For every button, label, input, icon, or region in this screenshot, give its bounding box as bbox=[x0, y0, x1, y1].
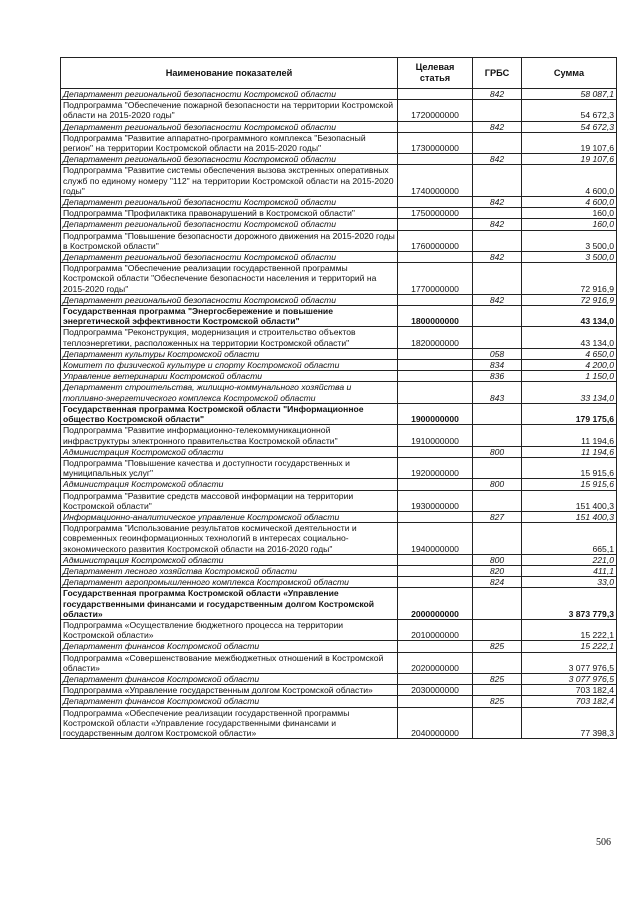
row-code-cell bbox=[398, 371, 473, 382]
row-grbs-cell: 825 bbox=[473, 696, 522, 707]
table-header-row bbox=[61, 58, 617, 89]
table-row bbox=[61, 132, 617, 153]
table-row bbox=[61, 371, 617, 382]
row-sum-cell: 15 222,1 bbox=[522, 619, 617, 640]
row-name-cell: Подпрограмма "Развитие системы обеспечения вызова экстренных оперативных служб по единому номеру "112" на территории Костромской области на 2015-2020 годы" bbox=[61, 165, 398, 197]
row-sum-cell: 3 500,0 bbox=[522, 230, 617, 251]
row-sum-cell: 703 182,4 bbox=[522, 696, 617, 707]
row-sum-cell: 3 500,0 bbox=[522, 252, 617, 263]
row-code-cell: 1920000000 bbox=[398, 457, 473, 478]
row-sum-cell: 43 134,0 bbox=[522, 306, 617, 327]
row-grbs-cell bbox=[473, 403, 522, 424]
row-grbs-cell: 842 bbox=[473, 89, 522, 100]
row-grbs-cell bbox=[473, 100, 522, 121]
table-row bbox=[61, 446, 617, 457]
row-name-cell: Департамент финансов Костромской области bbox=[61, 641, 398, 652]
table-row bbox=[61, 490, 617, 511]
row-sum-cell: 15 915,6 bbox=[522, 457, 617, 478]
row-grbs-cell: 825 bbox=[473, 641, 522, 652]
budget-table bbox=[60, 57, 617, 739]
table-row bbox=[61, 685, 617, 696]
row-sum-cell: 1 150,0 bbox=[522, 371, 617, 382]
row-grbs-cell: 843 bbox=[473, 382, 522, 403]
row-name-cell: Администрация Костромской области bbox=[61, 446, 398, 457]
row-name-cell: Подпрограмма "Профилактика правонарушений в Костромской области" bbox=[61, 208, 398, 219]
row-code-cell bbox=[398, 382, 473, 403]
row-code-cell: 1740000000 bbox=[398, 165, 473, 197]
row-code-cell: 1800000000 bbox=[398, 306, 473, 327]
row-name-cell: Управление ветеринарии Костромской области bbox=[61, 371, 398, 382]
row-sum-cell: 4 650,0 bbox=[522, 348, 617, 359]
row-grbs-cell: 834 bbox=[473, 360, 522, 371]
row-name-cell: Государственная программа Костромской области "Информационное общество Костромской области" bbox=[61, 403, 398, 424]
row-name-cell: Департамент региональной безопасности Костромской области bbox=[61, 154, 398, 165]
row-sum-cell: 19 107,6 bbox=[522, 132, 617, 153]
row-code-cell bbox=[398, 89, 473, 100]
row-sum-cell: 411,1 bbox=[522, 565, 617, 576]
row-code-cell: 1940000000 bbox=[398, 523, 473, 555]
row-sum-cell: 54 672,3 bbox=[522, 100, 617, 121]
row-name-cell: Подпрограмма "Повышение качества и доступности государственных и муниципальных услуг" bbox=[61, 457, 398, 478]
row-sum-cell: 179 175,6 bbox=[522, 403, 617, 424]
table-row bbox=[61, 230, 617, 251]
row-code-cell: 1730000000 bbox=[398, 132, 473, 153]
table-row bbox=[61, 565, 617, 576]
row-sum-cell: 43 134,0 bbox=[522, 327, 617, 348]
row-name-cell: Департамент культуры Костромской области bbox=[61, 348, 398, 359]
row-grbs-cell: 820 bbox=[473, 565, 522, 576]
header-grbs: ГРБС bbox=[473, 58, 522, 89]
row-grbs-cell bbox=[473, 457, 522, 478]
row-code-cell: 1910000000 bbox=[398, 425, 473, 446]
row-grbs-cell: 842 bbox=[473, 294, 522, 305]
table-row bbox=[61, 707, 617, 739]
row-code-cell bbox=[398, 511, 473, 522]
row-name-cell: Государственная программа "Энергосбережение и повышение энергетической эффективности Костромской области" bbox=[61, 306, 398, 327]
row-grbs-cell bbox=[473, 619, 522, 640]
row-sum-cell: 72 916,9 bbox=[522, 263, 617, 295]
row-code-cell bbox=[398, 360, 473, 371]
row-code-cell: 1770000000 bbox=[398, 263, 473, 295]
row-code-cell bbox=[398, 554, 473, 565]
table-row bbox=[61, 219, 617, 230]
row-name-cell: Подпрограмма «Осуществление бюджетного процесса на территории Костромской области» bbox=[61, 619, 398, 640]
table-row bbox=[61, 165, 617, 197]
page-number: 506 bbox=[596, 837, 611, 848]
row-name-cell: Подпрограмма "Развитие средств массовой информации на территории Костромской области" bbox=[61, 490, 398, 511]
row-code-cell: 1760000000 bbox=[398, 230, 473, 251]
row-grbs-cell: 836 bbox=[473, 371, 522, 382]
row-grbs-cell: 842 bbox=[473, 121, 522, 132]
row-sum-cell: 15 915,6 bbox=[522, 479, 617, 490]
table-row bbox=[61, 403, 617, 424]
row-code-cell: 1750000000 bbox=[398, 208, 473, 219]
row-name-cell: Подпрограмма "Использование результатов космической деятельности и современных геоинформационных технологий в интересах социально-экономического развития Костромской области на 2016-2020 годы" bbox=[61, 523, 398, 555]
row-sum-cell: 3 077 976,5 bbox=[522, 652, 617, 673]
row-grbs-cell: 842 bbox=[473, 252, 522, 263]
table-row bbox=[61, 100, 617, 121]
header-name: Наименование показателей bbox=[61, 58, 398, 89]
row-name-cell: Департамент агропромышленного комплекса Костромской области bbox=[61, 577, 398, 588]
row-code-cell bbox=[398, 197, 473, 208]
row-name-cell: Администрация Костромской области bbox=[61, 479, 398, 490]
row-code-cell bbox=[398, 565, 473, 576]
table-row bbox=[61, 577, 617, 588]
row-sum-cell: 33 134,0 bbox=[522, 382, 617, 403]
row-code-cell bbox=[398, 219, 473, 230]
row-name-cell: Подпрограмма "Реконструкция, модернизация и строительство объектов теплоэнергетики, расположенных на территории Костромской области" bbox=[61, 327, 398, 348]
row-grbs-cell bbox=[473, 208, 522, 219]
row-name-cell: Департамент региональной безопасности Костромской области bbox=[61, 121, 398, 132]
row-sum-cell: 4 200,0 bbox=[522, 360, 617, 371]
row-sum-cell: 160,0 bbox=[522, 219, 617, 230]
table-row bbox=[61, 652, 617, 673]
table-row bbox=[61, 348, 617, 359]
row-sum-cell: 19 107,6 bbox=[522, 154, 617, 165]
table-row bbox=[61, 511, 617, 522]
row-grbs-cell: 800 bbox=[473, 479, 522, 490]
table-row bbox=[61, 154, 617, 165]
row-grbs-cell: 824 bbox=[473, 577, 522, 588]
row-grbs-cell: 842 bbox=[473, 154, 522, 165]
table-row bbox=[61, 382, 617, 403]
row-name-cell: Департамент региональной безопасности Костромской области bbox=[61, 294, 398, 305]
row-grbs-cell bbox=[473, 588, 522, 620]
row-grbs-cell bbox=[473, 425, 522, 446]
row-grbs-cell bbox=[473, 685, 522, 696]
row-grbs-cell: 800 bbox=[473, 554, 522, 565]
row-grbs-cell: 842 bbox=[473, 197, 522, 208]
table-row bbox=[61, 673, 617, 684]
row-code-cell bbox=[398, 154, 473, 165]
table-row bbox=[61, 208, 617, 219]
row-grbs-cell: 825 bbox=[473, 673, 522, 684]
row-sum-cell: 221,0 bbox=[522, 554, 617, 565]
row-sum-cell: 3 077 976,5 bbox=[522, 673, 617, 684]
table-row bbox=[61, 294, 617, 305]
row-code-cell: 1720000000 bbox=[398, 100, 473, 121]
row-sum-cell: 4 600,0 bbox=[522, 197, 617, 208]
row-code-cell bbox=[398, 348, 473, 359]
row-name-cell: Подпрограмма "Развитие информационно-телекоммуникационной инфраструктуры электронного правительства Костромской области" bbox=[61, 425, 398, 446]
row-grbs-cell: 058 bbox=[473, 348, 522, 359]
row-sum-cell: 703 182,4 bbox=[522, 685, 617, 696]
row-name-cell: Администрация Костромской области bbox=[61, 554, 398, 565]
row-name-cell: Государственная программа Костромской области «Управление государственными финансами и государственным долгом Костромской области» bbox=[61, 588, 398, 620]
table-row bbox=[61, 327, 617, 348]
table-row bbox=[61, 306, 617, 327]
row-code-cell bbox=[398, 577, 473, 588]
row-grbs-cell: 827 bbox=[473, 511, 522, 522]
row-sum-cell: 665,1 bbox=[522, 523, 617, 555]
row-grbs-cell bbox=[473, 490, 522, 511]
row-name-cell: Подпрограмма «Обеспечение реализации государственной программы Костромской области «Управление государственными финансами и государственным долгом Костромской области» bbox=[61, 707, 398, 739]
row-name-cell: Департамент строительства, жилищно-коммунального хозяйства и топливно-энергетического комплекса Костромской области bbox=[61, 382, 398, 403]
table-row bbox=[61, 121, 617, 132]
row-grbs-cell: 800 bbox=[473, 446, 522, 457]
table-row bbox=[61, 197, 617, 208]
row-sum-cell: 151 400,3 bbox=[522, 511, 617, 522]
row-code-cell bbox=[398, 673, 473, 684]
table-row bbox=[61, 554, 617, 565]
row-sum-cell: 11 194,6 bbox=[522, 425, 617, 446]
row-sum-cell: 15 222,1 bbox=[522, 641, 617, 652]
row-name-cell: Подпрограмма «Управление государственным долгом Костромской области» bbox=[61, 685, 398, 696]
row-grbs-cell bbox=[473, 652, 522, 673]
row-code-cell bbox=[398, 252, 473, 263]
row-name-cell: Комитет по физической культуре и спорту Костромской области bbox=[61, 360, 398, 371]
table-row bbox=[61, 619, 617, 640]
row-name-cell: Подпрограмма "Обеспечение реализации государственной программы Костромской области "Обеспечение безопасности населения и территорий на 2015-2020 годы" bbox=[61, 263, 398, 295]
row-grbs-cell bbox=[473, 165, 522, 197]
row-name-cell: Подпрограмма «Совершенствование межбюджетных отношений в Костромской области» bbox=[61, 652, 398, 673]
row-sum-cell: 33,0 bbox=[522, 577, 617, 588]
row-name-cell: Департамент региональной безопасности Костромской области bbox=[61, 197, 398, 208]
table-row bbox=[61, 263, 617, 295]
table-row bbox=[61, 360, 617, 371]
row-code-cell bbox=[398, 696, 473, 707]
row-sum-cell: 151 400,3 bbox=[522, 490, 617, 511]
table-row bbox=[61, 696, 617, 707]
table-row bbox=[61, 588, 617, 620]
document-page bbox=[60, 57, 616, 739]
row-name-cell: Департамент региональной безопасности Костромской области bbox=[61, 89, 398, 100]
row-name-cell: Информационно-аналитическое управление Костромской области bbox=[61, 511, 398, 522]
row-sum-cell: 72 916,9 bbox=[522, 294, 617, 305]
table-row bbox=[61, 425, 617, 446]
row-code-cell bbox=[398, 641, 473, 652]
row-name-cell: Департамент финансов Костромской области bbox=[61, 696, 398, 707]
row-code-cell bbox=[398, 479, 473, 490]
row-name-cell: Департамент региональной безопасности Костромской области bbox=[61, 219, 398, 230]
row-sum-cell: 58 087,1 bbox=[522, 89, 617, 100]
row-code-cell: 1820000000 bbox=[398, 327, 473, 348]
header-target: Целевая статья bbox=[398, 58, 473, 89]
row-code-cell: 2010000000 bbox=[398, 619, 473, 640]
row-code-cell: 2030000000 bbox=[398, 685, 473, 696]
row-code-cell bbox=[398, 294, 473, 305]
row-code-cell: 1930000000 bbox=[398, 490, 473, 511]
row-grbs-cell: 842 bbox=[473, 219, 522, 230]
row-name-cell: Департамент лесного хозяйства Костромской области bbox=[61, 565, 398, 576]
table-body bbox=[61, 89, 617, 739]
row-sum-cell: 160,0 bbox=[522, 208, 617, 219]
row-sum-cell: 11 194,6 bbox=[522, 446, 617, 457]
row-grbs-cell bbox=[473, 523, 522, 555]
row-code-cell: 2000000000 bbox=[398, 588, 473, 620]
row-code-cell bbox=[398, 121, 473, 132]
row-grbs-cell bbox=[473, 327, 522, 348]
row-grbs-cell bbox=[473, 132, 522, 153]
row-code-cell: 2040000000 bbox=[398, 707, 473, 739]
row-name-cell: Департамент региональной безопасности Костромской области bbox=[61, 252, 398, 263]
header-sum: Сумма bbox=[522, 58, 617, 89]
table-row bbox=[61, 89, 617, 100]
table-row bbox=[61, 479, 617, 490]
table-row bbox=[61, 641, 617, 652]
row-grbs-cell bbox=[473, 306, 522, 327]
table-row bbox=[61, 523, 617, 555]
row-code-cell bbox=[398, 446, 473, 457]
row-code-cell: 1900000000 bbox=[398, 403, 473, 424]
row-sum-cell: 3 873 779,3 bbox=[522, 588, 617, 620]
row-name-cell: Департамент финансов Костромской области bbox=[61, 673, 398, 684]
row-grbs-cell bbox=[473, 263, 522, 295]
row-name-cell: Подпрограмма "Повышение безопасности дорожного движения на 2015-2020 годы в Костромской области" bbox=[61, 230, 398, 251]
row-sum-cell: 54 672,3 bbox=[522, 121, 617, 132]
row-grbs-cell bbox=[473, 230, 522, 251]
row-sum-cell: 77 398,3 bbox=[522, 707, 617, 739]
row-sum-cell: 4 600,0 bbox=[522, 165, 617, 197]
row-code-cell: 2020000000 bbox=[398, 652, 473, 673]
row-name-cell: Подпрограмма "Развитие аппаратно-программного комплекса "Безопасный регион" на территории Костромской области на 2015-2020 годы" bbox=[61, 132, 398, 153]
table-row bbox=[61, 252, 617, 263]
row-grbs-cell bbox=[473, 707, 522, 739]
row-name-cell: Подпрограмма "Обеспечение пожарной безопасности на территории Костромской области на 2015-2020 годы" bbox=[61, 100, 398, 121]
table-row bbox=[61, 457, 617, 478]
